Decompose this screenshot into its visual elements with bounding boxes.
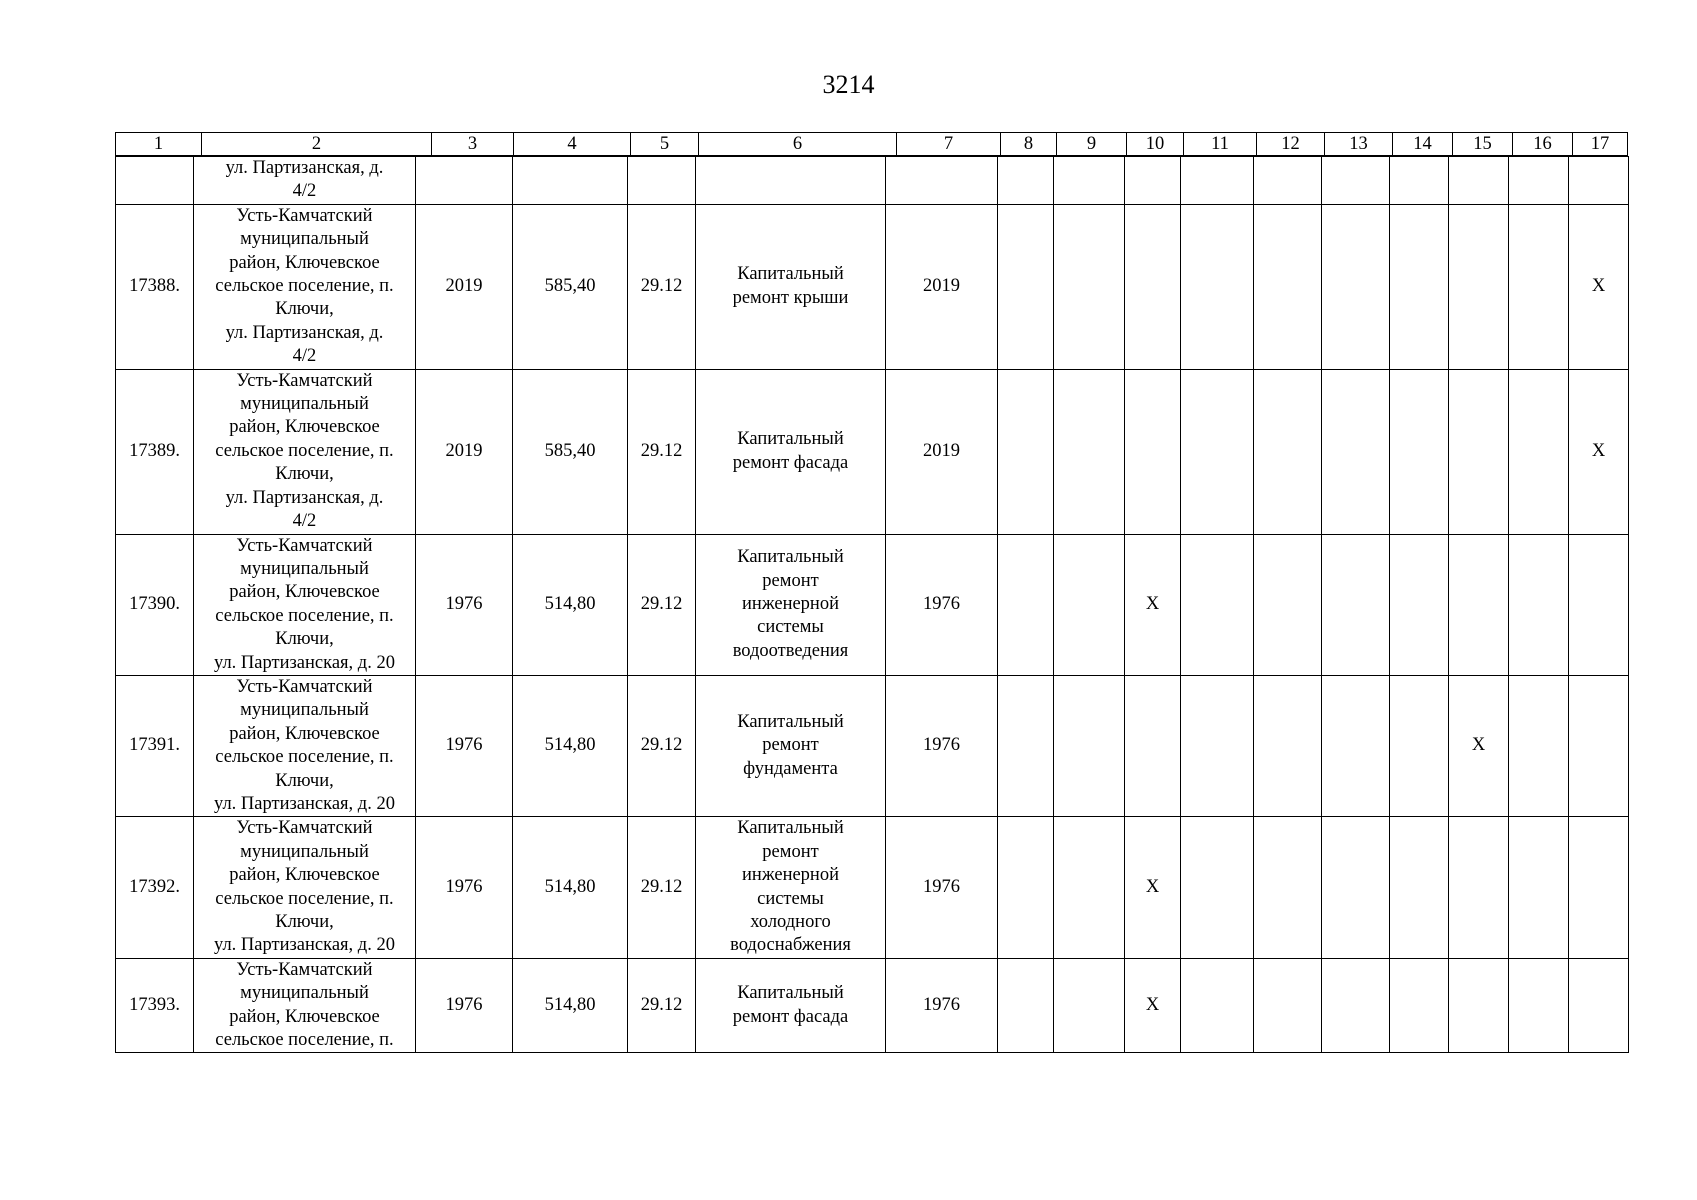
table-row	[116, 369, 1629, 534]
header-cell: 7	[897, 133, 1001, 156]
table-cell	[1054, 534, 1125, 675]
table-row	[116, 534, 1629, 675]
table-cell	[1254, 817, 1322, 958]
row-number-cell: 17393.	[116, 958, 194, 1053]
header-cell: 17	[1573, 133, 1628, 156]
table-cell	[1569, 817, 1629, 958]
header-cell: 3	[432, 133, 514, 156]
table-cell	[1390, 817, 1449, 958]
table-cell	[416, 157, 513, 205]
table-cell	[1322, 817, 1390, 958]
table-cell	[1509, 958, 1569, 1053]
header-cell: 9	[1057, 133, 1127, 156]
table-cell	[1254, 675, 1322, 816]
work-type-cell: Капитальный ремонт фасада	[696, 958, 886, 1053]
table-cell	[1569, 534, 1629, 675]
table-cell	[1125, 157, 1181, 205]
table-cell	[1254, 534, 1322, 675]
table-cell	[1054, 817, 1125, 958]
table-cell	[1390, 157, 1449, 205]
year-cell: 1976	[886, 675, 998, 816]
header-cell: 1	[116, 133, 202, 156]
header-cell: 15	[1453, 133, 1513, 156]
table-cell	[1322, 958, 1390, 1053]
table-cell	[1322, 157, 1390, 205]
table-cell	[1509, 534, 1569, 675]
row-number-cell: 17391.	[116, 675, 194, 816]
table-cell	[998, 817, 1054, 958]
mark-cell: X	[1569, 204, 1629, 369]
table-cell	[1181, 675, 1254, 816]
year-built-cell: 2019	[416, 204, 513, 369]
table-cell	[1449, 534, 1509, 675]
header-cell: 8	[1001, 133, 1057, 156]
table-cell	[1509, 369, 1569, 534]
table-cell	[1322, 534, 1390, 675]
work-type-cell: Капитальный ремонт фасада	[696, 369, 886, 534]
year-built-cell: 1976	[416, 958, 513, 1053]
table-cell	[1054, 204, 1125, 369]
table-cell	[998, 958, 1054, 1053]
header-cell: 13	[1325, 133, 1393, 156]
table-cell	[1390, 958, 1449, 1053]
year-cell: 1976	[886, 534, 998, 675]
table-cell	[1254, 958, 1322, 1053]
date-cell: 29.12	[628, 675, 696, 816]
area-cell: 514,80	[513, 534, 628, 675]
table-cell	[1125, 675, 1181, 816]
work-type-cell: Капитальный ремонт крыши	[696, 204, 886, 369]
header-cell: 14	[1393, 133, 1453, 156]
table-cell	[1254, 157, 1322, 205]
year-cell: 1976	[886, 817, 998, 958]
area-cell: 514,80	[513, 675, 628, 816]
table-cell	[1322, 204, 1390, 369]
table-cell	[628, 157, 696, 205]
table-cell	[1181, 534, 1254, 675]
table-cell	[1569, 675, 1629, 816]
table-cell	[1054, 157, 1125, 205]
mark-cell: X	[1125, 817, 1181, 958]
mark-cell: X	[1125, 958, 1181, 1053]
address-cell: Усть-Камчатский муниципальный район, Ключевское сельское поселение, п. Ключи, ул. Партизанская, д. 20	[194, 817, 416, 958]
address-cell: ул. Партизанская, д. 4/2	[194, 157, 416, 205]
page-number: 3214	[822, 70, 875, 99]
table-cell	[1390, 204, 1449, 369]
table-row	[116, 958, 1629, 1053]
table-cell	[696, 157, 886, 205]
date-cell: 29.12	[628, 534, 696, 675]
row-number-cell: 17389.	[116, 369, 194, 534]
year-built-cell: 1976	[416, 675, 513, 816]
work-type-cell: Капитальный ремонт инженерной системы холодного водоснабжения	[696, 817, 886, 958]
year-built-cell: 2019	[416, 369, 513, 534]
year-built-cell: 1976	[416, 534, 513, 675]
mark-cell: X	[1449, 675, 1509, 816]
area-cell: 585,40	[513, 369, 628, 534]
address-cell: Усть-Камчатский муниципальный район, Ключевское сельское поселение, п. Ключи, ул. Партизанская, д. 20	[194, 534, 416, 675]
table-cell	[1509, 675, 1569, 816]
table-cell	[1449, 817, 1509, 958]
year-cell: 2019	[886, 204, 998, 369]
date-cell: 29.12	[628, 204, 696, 369]
header-cell: 11	[1184, 133, 1257, 156]
header-cell: 12	[1257, 133, 1325, 156]
table-cell	[1181, 958, 1254, 1053]
table-cell	[1125, 204, 1181, 369]
table-cell	[1449, 369, 1509, 534]
table-cell	[998, 675, 1054, 816]
table-cell	[1449, 157, 1509, 205]
header-cell: 4	[514, 133, 631, 156]
table-cell	[1322, 675, 1390, 816]
table-cell	[1509, 817, 1569, 958]
table-cell	[1390, 675, 1449, 816]
table-row	[116, 675, 1629, 816]
year-cell: 1976	[886, 958, 998, 1053]
mark-cell: X	[1125, 534, 1181, 675]
header-row	[116, 133, 1628, 156]
row-number-cell: 17392.	[116, 817, 194, 958]
address-cell: Усть-Камчатский муниципальный район, Ключевское сельское поселение, п.	[194, 958, 416, 1053]
table-cell	[1181, 204, 1254, 369]
table-cell	[998, 204, 1054, 369]
repair-schedule-table	[115, 156, 1629, 1053]
table-cell	[886, 157, 998, 205]
table-cell	[998, 157, 1054, 205]
mark-cell: X	[1569, 369, 1629, 534]
header-cell: 10	[1127, 133, 1184, 156]
table-cell	[1509, 204, 1569, 369]
work-type-cell: Капитальный ремонт фундамента	[696, 675, 886, 816]
table-cell	[1390, 534, 1449, 675]
date-cell: 29.12	[628, 369, 696, 534]
table-cell	[1054, 958, 1125, 1053]
header-cell: 16	[1513, 133, 1573, 156]
year-built-cell: 1976	[416, 817, 513, 958]
table-cell	[1390, 369, 1449, 534]
table-cell	[1322, 369, 1390, 534]
address-cell: Усть-Камчатский муниципальный район, Ключевское сельское поселение, п. Ключи, ул. Партизанская, д. 20	[194, 675, 416, 816]
table-cell	[1509, 157, 1569, 205]
table-cell	[1254, 204, 1322, 369]
column-number-header	[115, 132, 1628, 156]
table-cell	[513, 157, 628, 205]
table-cell	[998, 534, 1054, 675]
table-cell	[1181, 817, 1254, 958]
address-cell: Усть-Камчатский муниципальный район, Ключевское сельское поселение, п. Ключи, ул. Партизанская, д. 4/2	[194, 204, 416, 369]
header-cell: 2	[202, 133, 432, 156]
date-cell: 29.12	[628, 958, 696, 1053]
table-cell	[1449, 958, 1509, 1053]
address-cell: Усть-Камчатский муниципальный район, Ключевское сельское поселение, п. Ключи, ул. Партизанская, д. 4/2	[194, 369, 416, 534]
table-row	[116, 157, 1629, 205]
area-cell: 585,40	[513, 204, 628, 369]
table-row	[116, 817, 1629, 958]
area-cell: 514,80	[513, 817, 628, 958]
row-number-cell	[116, 157, 194, 205]
table-cell	[998, 369, 1054, 534]
table-cell	[1181, 157, 1254, 205]
row-number-cell: 17388.	[116, 204, 194, 369]
date-cell: 29.12	[628, 817, 696, 958]
header-cell: 6	[699, 133, 897, 156]
year-cell: 2019	[886, 369, 998, 534]
table-cell	[1054, 369, 1125, 534]
area-cell: 514,80	[513, 958, 628, 1053]
table-cell	[1125, 369, 1181, 534]
table-cell	[1254, 369, 1322, 534]
work-type-cell: Капитальный ремонт инженерной системы водоотведения	[696, 534, 886, 675]
table-cell	[1569, 157, 1629, 205]
header-cell: 5	[631, 133, 699, 156]
table-cell	[1449, 204, 1509, 369]
row-number-cell: 17390.	[116, 534, 194, 675]
table-cell	[1181, 369, 1254, 534]
table-row	[116, 204, 1629, 369]
table-cell	[1569, 958, 1629, 1053]
table-cell	[1054, 675, 1125, 816]
